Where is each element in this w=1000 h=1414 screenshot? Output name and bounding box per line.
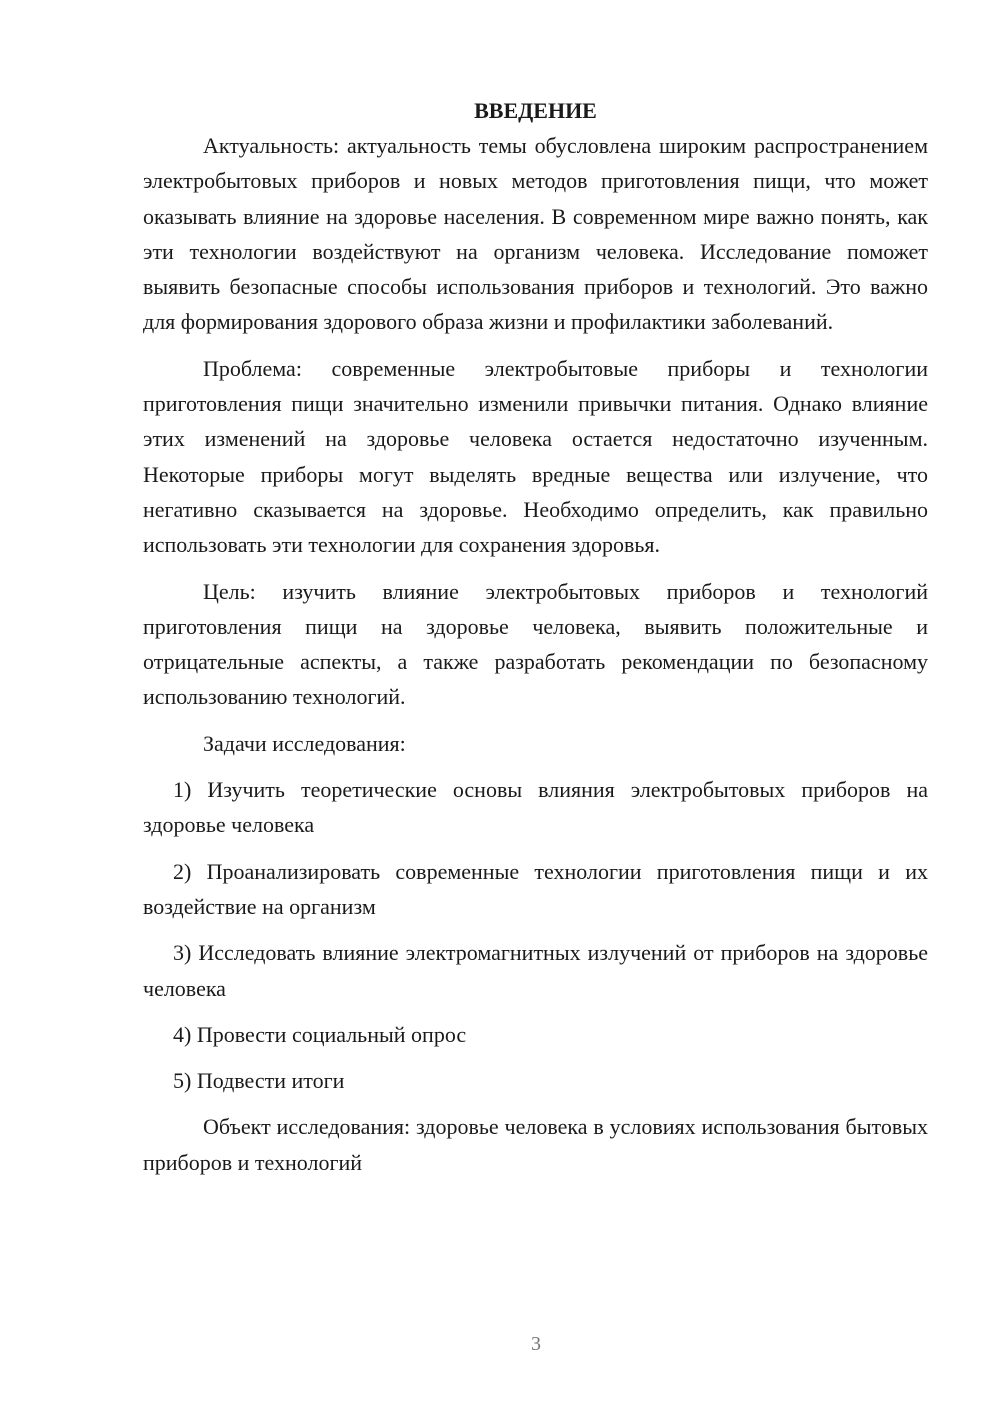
page-number: 3: [531, 1333, 541, 1355]
object-paragraph: Объект исследования: здоровье человека в условиях использования бытовых приборов и технологий: [143, 1114, 928, 1175]
task-item: 4) Провести социальный опрос: [173, 1021, 467, 1047]
page-title: ВВЕДЕНИЕ: [474, 98, 597, 123]
task-item: 1) Изучить теоретические основы влияния электробытовых приборов на здоровье человека: [143, 777, 928, 838]
task-item: 2) Проанализировать современные технологии приготовления пищи и их воздействие на организм: [143, 858, 928, 919]
tasks-heading: Задачи исследования:: [203, 730, 406, 756]
document-page: [143, 95, 928, 1191]
problem-paragraph: Проблема: современные электробытовые приборы и технологии приготовления пищи значительно изменили привычки питания. Однако влияние этих изменений на здоровье человека остается недостаточно изученным. Некоторые приборы могут выделять вредные вещества или излучение, что негативно сказывается на здоровье. Необходимо определить, как правильно использовать эти технологии для сохранения здоровья.: [143, 355, 928, 558]
relevance-paragraph: Актуальность: актуальность темы обусловлена широким распространением электробытовых приборов и новых методов приготовления пищи, что может оказывать влияние на здоровье населения. В современном мире важно понять, как эти технологии воздействуют на организм человека. Исследование поможет выявить безопасные способы использования приборов и технологий. Это важно для формирования здорового образа жизни и профилактики заболеваний.: [143, 133, 928, 335]
task-item: 5) Подвести итоги: [173, 1068, 345, 1094]
task-item: 3) Исследовать влияние электромагнитных излучений от приборов на здоровье человека: [143, 940, 928, 1001]
goal-paragraph: Цель: изучить влияние электробытовых приборов и технологий приготовления пищи на здоровье человека, выявить положительные и отрицательные аспекты, а также разработать рекомендации по безопасному использованию технологий.: [143, 578, 928, 710]
